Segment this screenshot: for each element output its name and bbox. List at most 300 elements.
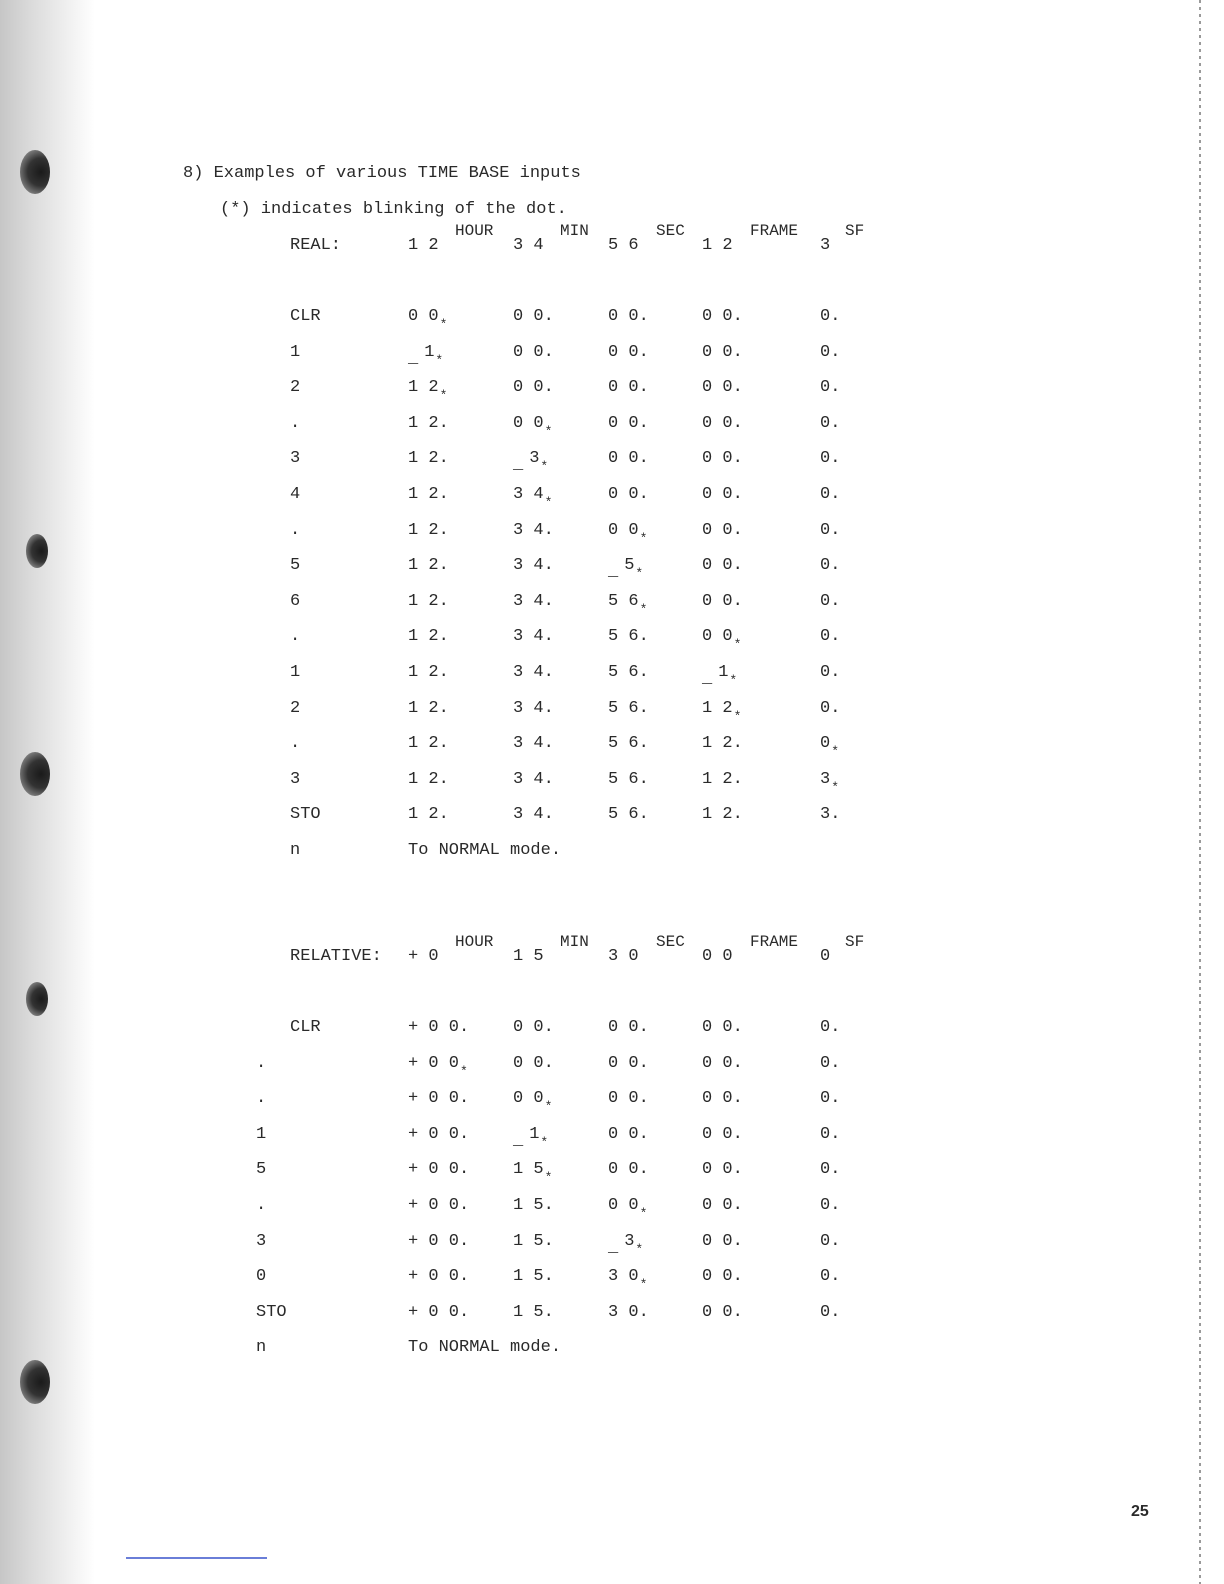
digit-value: 0. <box>820 591 841 611</box>
display-cell <box>820 1303 840 1323</box>
digit-value: 3 4. <box>513 769 554 789</box>
display-cell <box>820 592 840 612</box>
digit-value: + 0 0. <box>408 1018 470 1037</box>
blinking-dot-marker: * <box>540 1134 549 1150</box>
digit-value: 3 <box>529 449 540 469</box>
header-digits: 3 <box>820 236 831 255</box>
display-cell <box>702 627 742 653</box>
section-heading: 8) Examples of various TIME BASE inputs <box>183 164 581 183</box>
key-input: 5 <box>290 556 301 576</box>
digit-value: 0 0. <box>702 1089 743 1109</box>
key-input: STO <box>290 805 321 825</box>
digit-value: 0. <box>820 1160 841 1180</box>
display-cell <box>820 1267 840 1287</box>
digit-value: 0. <box>820 342 841 362</box>
digit-value: 0. <box>820 485 841 504</box>
digit-value: 1 5 <box>513 1160 544 1180</box>
display-cell <box>820 1018 840 1038</box>
header-unit: FRAME <box>750 222 799 240</box>
display-cell <box>513 1124 549 1150</box>
display-cell <box>702 663 738 688</box>
display-cell <box>702 449 743 469</box>
key-input: . <box>290 520 301 540</box>
digit-value: 0. <box>820 1267 841 1287</box>
display-cell <box>408 485 449 505</box>
digit-value: 0 0. <box>702 342 743 362</box>
header-unit: MIN <box>560 222 589 240</box>
blinking-dot-marker: * <box>460 1063 468 1079</box>
display-cell <box>702 1089 743 1109</box>
key-input: . <box>256 1089 267 1109</box>
display-cell <box>702 805 743 825</box>
display-cell <box>408 414 449 434</box>
digit-value: 1 5. <box>513 1231 554 1251</box>
bottom-rule <box>126 1557 267 1559</box>
key-input: 5 <box>256 1160 267 1180</box>
display-cell <box>608 1303 649 1323</box>
display-cell <box>702 734 743 754</box>
punch-hole <box>20 752 50 796</box>
header-unit: HOUR <box>455 933 494 951</box>
display-cell <box>408 1267 469 1287</box>
display-cell <box>608 1231 644 1257</box>
key-input: 4 <box>290 485 301 504</box>
key-input: n <box>256 1338 267 1358</box>
display-cell <box>608 770 649 790</box>
digit-value: 5 6. <box>608 805 649 825</box>
blinking-dot-marker: * <box>544 423 553 439</box>
display-cell <box>702 556 743 576</box>
blinking-dot-marker: * <box>729 673 738 688</box>
key-input: 2 <box>290 698 301 718</box>
digit-value: 0 0. <box>608 307 649 326</box>
digit-value: 0 0 <box>408 307 439 326</box>
display-cell <box>513 1196 554 1216</box>
display-cell <box>408 805 449 825</box>
display-cell <box>513 1018 554 1038</box>
header-digits: 3 0 <box>608 947 639 966</box>
display-cell <box>702 521 743 541</box>
digit-value: + 0 0. <box>408 1267 470 1287</box>
display-cell <box>513 1267 554 1287</box>
display-cell <box>608 520 648 546</box>
punch-hole <box>26 534 48 568</box>
digit-value: 5 6 <box>608 591 639 611</box>
display-cell <box>608 1018 649 1038</box>
display-cell <box>608 1160 649 1180</box>
display-cell <box>702 1267 743 1287</box>
digit-value: 3 4. <box>513 627 554 647</box>
digit-value: 0. <box>820 1053 841 1073</box>
display-cell <box>513 734 554 754</box>
display-cell <box>702 1160 743 1180</box>
digit-value: 3 4. <box>513 520 554 540</box>
display-cell <box>408 378 448 404</box>
digit-value: 0. <box>820 1302 841 1322</box>
digit-value: 1 2. <box>408 698 449 718</box>
digit-value: 1 <box>529 1124 540 1144</box>
digit-value: 0. <box>820 378 841 398</box>
digit-value: 1 2. <box>408 520 449 540</box>
display-cell <box>820 521 840 541</box>
digit-value: 0 0 <box>702 627 733 647</box>
digit-value: 0 0. <box>702 413 743 433</box>
digit-value: 5 6. <box>608 734 649 754</box>
display-cell <box>408 342 444 368</box>
digit-value: 5 6. <box>608 769 649 789</box>
key-input: . <box>290 627 301 647</box>
digit-value: 1 2 <box>408 378 439 398</box>
digit-value: 0 0. <box>608 342 649 362</box>
digit-value: 0 0. <box>702 1160 743 1180</box>
blinking-dot-marker: * <box>639 530 648 546</box>
display-cell <box>702 378 743 398</box>
display-cell <box>820 699 840 719</box>
digit-value: 3 <box>820 769 831 789</box>
display-cell <box>513 1054 554 1074</box>
display-cell <box>820 343 840 363</box>
display-cell <box>408 663 449 683</box>
display-cell <box>408 1232 469 1252</box>
digit-value: 0 0 <box>513 413 544 433</box>
digit-value: 5 <box>624 556 635 576</box>
display-cell <box>608 378 649 398</box>
blinking-dot-marker: * <box>635 566 644 582</box>
blinking-dot-marker: * <box>635 1241 644 1257</box>
display-cell <box>513 592 554 612</box>
digit-value: 0 0. <box>702 591 743 611</box>
digit-value: 0 0 <box>513 1089 544 1109</box>
mode-note: To NORMAL mode. <box>408 841 562 860</box>
display-cell <box>513 378 554 398</box>
display-cell <box>820 663 840 683</box>
display-cell <box>408 1196 469 1216</box>
display-cell <box>408 556 449 576</box>
digit-value: 0 0 <box>608 520 639 540</box>
digit-value: 0 0. <box>608 413 649 433</box>
display-cell <box>608 627 649 647</box>
digit-value: 1 2. <box>408 734 449 754</box>
digit-value: 0 0. <box>608 1124 649 1144</box>
blinking-dot-marker: * <box>639 601 648 617</box>
digit-value: 0 0. <box>702 1267 743 1287</box>
digit-value: 3 4. <box>513 591 554 611</box>
blank-digit: _ <box>702 669 713 688</box>
digit-value: 3 4. <box>513 663 554 682</box>
key-input: . <box>256 1196 267 1215</box>
display-cell <box>513 521 554 541</box>
display-cell <box>513 1232 554 1252</box>
key-input: n <box>290 841 301 860</box>
display-cell <box>820 1232 840 1252</box>
digit-value: 0 0. <box>702 485 743 504</box>
header-digits: 0 0 <box>702 947 733 966</box>
digit-value: 0 0. <box>608 1018 649 1037</box>
blinking-dot-marker: * <box>439 317 448 332</box>
display-cell <box>513 1089 553 1115</box>
display-cell <box>513 1160 553 1186</box>
blinking-dot-marker: * <box>439 388 448 404</box>
page-number: 25 <box>1131 1503 1149 1520</box>
blinking-dot-marker: * <box>544 1099 553 1115</box>
digit-value: 1 <box>424 342 435 362</box>
blink-legend-note: (*) indicates blinking of the dot. <box>220 200 567 219</box>
display-cell <box>408 1053 468 1079</box>
digit-value: 0 0. <box>702 449 743 469</box>
blinking-dot-marker: * <box>733 708 742 724</box>
display-cell <box>513 556 554 576</box>
digit-value: 3 <box>624 1231 635 1251</box>
display-cell <box>513 699 554 719</box>
digit-value: 1 2. <box>408 805 449 825</box>
key-input: 0 <box>256 1267 267 1287</box>
header-digits: 5 6 <box>608 236 639 255</box>
display-cell <box>702 1054 743 1074</box>
display-cell <box>513 307 554 327</box>
blinking-dot-marker: * <box>831 779 840 795</box>
display-cell <box>608 485 649 505</box>
digit-value: 3. <box>820 805 841 825</box>
header-unit: SEC <box>656 933 685 951</box>
display-cell <box>608 1196 648 1221</box>
digit-value: 0. <box>820 449 841 469</box>
display-cell <box>408 627 449 647</box>
digit-value: 3 0. <box>608 1302 649 1322</box>
header-unit: HOUR <box>455 222 494 240</box>
digit-value: 5 6. <box>608 698 649 718</box>
digit-value: 5 6. <box>608 663 649 682</box>
digit-value: 0. <box>820 1196 841 1215</box>
key-input: 3 <box>290 769 301 789</box>
display-cell <box>702 698 742 724</box>
display-cell <box>408 1125 469 1145</box>
display-cell <box>702 592 743 612</box>
blinking-dot-marker: * <box>831 744 840 760</box>
header-unit: FRAME <box>750 933 799 951</box>
display-cell <box>513 343 554 363</box>
display-cell <box>702 1232 743 1252</box>
digit-value: + 0 0. <box>408 1124 470 1144</box>
display-cell <box>408 734 449 754</box>
digit-value: 1 2. <box>408 627 449 647</box>
display-cell <box>702 307 743 327</box>
display-cell <box>820 307 840 327</box>
display-cell <box>408 307 448 332</box>
display-cell <box>608 556 644 582</box>
digit-value: 1 2. <box>408 769 449 789</box>
display-cell <box>608 1054 649 1074</box>
header-digits: 1 2 <box>408 236 439 255</box>
digit-value: 0. <box>820 556 841 576</box>
digit-value: 1 2. <box>702 734 743 754</box>
display-cell <box>702 770 743 790</box>
digit-value: 0 0. <box>702 1018 743 1037</box>
key-input: 6 <box>290 591 301 611</box>
digit-value: 0. <box>820 1124 841 1144</box>
table-label: RELATIVE: <box>290 947 382 966</box>
display-cell <box>820 1089 840 1109</box>
perforated-edge <box>1199 0 1201 1584</box>
display-cell <box>820 1125 840 1145</box>
blank-digit: _ <box>608 562 619 582</box>
blinking-dot-marker: * <box>435 352 444 368</box>
display-cell <box>408 449 449 469</box>
display-cell <box>408 1303 469 1323</box>
display-cell <box>820 414 840 434</box>
display-cell <box>513 485 553 510</box>
display-cell <box>820 1196 840 1216</box>
digit-value: 0. <box>820 698 841 718</box>
key-input: . <box>256 1053 267 1073</box>
digit-value: + 0 0. <box>408 1231 470 1251</box>
binding-shadow <box>0 0 95 1584</box>
display-cell <box>608 805 649 825</box>
digit-value: 0 0. <box>702 307 743 326</box>
blinking-dot-marker: * <box>639 1206 648 1221</box>
digit-value: 0 0. <box>702 556 743 576</box>
digit-value: 0 0 <box>608 1196 639 1215</box>
digit-value: 0. <box>820 520 841 540</box>
digit-value: 0 0. <box>513 307 554 326</box>
blinking-dot-marker: * <box>544 495 553 510</box>
digit-value: 0 0. <box>608 1160 649 1180</box>
display-cell <box>702 343 743 363</box>
key-input: CLR <box>290 307 321 326</box>
punch-hole <box>26 982 48 1016</box>
digit-value: 5 6. <box>608 627 649 647</box>
display-cell <box>820 734 840 760</box>
digit-value: 0 0. <box>702 378 743 398</box>
display-cell <box>608 343 649 363</box>
display-cell <box>820 1054 840 1074</box>
display-cell <box>820 805 840 825</box>
digit-value: 1 <box>718 663 729 682</box>
key-input: 1 <box>290 342 301 362</box>
key-input: . <box>290 413 301 433</box>
digit-value: 3 0 <box>608 1267 639 1287</box>
digit-value: 0 0. <box>513 1018 554 1037</box>
key-input: 1 <box>256 1124 267 1144</box>
display-cell <box>408 592 449 612</box>
digit-value: + 0 0 <box>408 1053 460 1073</box>
digit-value: 0 <box>820 734 831 754</box>
digit-value: 0. <box>820 1018 841 1037</box>
digit-value: 0. <box>820 627 841 647</box>
digit-value: 0 0. <box>608 1089 649 1109</box>
display-cell <box>408 1018 469 1038</box>
digit-value: 0. <box>820 307 841 326</box>
digit-value: + 0 0. <box>408 1089 470 1109</box>
display-cell <box>608 734 649 754</box>
key-input: 3 <box>256 1231 267 1251</box>
display-cell <box>702 1196 743 1216</box>
digit-value: 0 0. <box>513 378 554 398</box>
digit-value: 0 0. <box>702 1124 743 1144</box>
digit-value: 0 0. <box>702 1231 743 1251</box>
display-cell <box>702 485 743 505</box>
display-cell <box>820 769 840 795</box>
blank-digit: _ <box>513 1130 524 1150</box>
digit-value: 1 2. <box>408 413 449 433</box>
digit-value: 0 0. <box>513 342 554 362</box>
digit-value: 1 5. <box>513 1196 554 1215</box>
display-cell <box>820 378 840 398</box>
header-unit: SEC <box>656 222 685 240</box>
display-cell <box>513 1303 554 1323</box>
digit-value: 0 0. <box>608 378 649 398</box>
display-cell <box>408 1160 469 1180</box>
header-unit: SF <box>845 222 865 240</box>
key-input: . <box>290 734 301 754</box>
display-cell <box>513 805 554 825</box>
blank-digit: _ <box>608 1237 619 1257</box>
digit-value: 0 0. <box>702 1196 743 1215</box>
digit-value: 1 5. <box>513 1267 554 1287</box>
digit-value: 1 2. <box>408 663 449 682</box>
display-cell <box>702 1125 743 1145</box>
display-cell <box>408 1089 469 1109</box>
display-cell <box>820 449 840 469</box>
header-unit: MIN <box>560 933 589 951</box>
digit-value: 0 0. <box>513 1053 554 1073</box>
display-cell <box>608 591 648 617</box>
display-cell <box>513 413 553 439</box>
mode-note: To NORMAL mode. <box>408 1338 562 1358</box>
key-input: CLR <box>290 1018 321 1037</box>
digit-value: 1 2. <box>408 591 449 611</box>
header-digits: 0 <box>820 947 831 966</box>
key-input: 2 <box>290 378 301 398</box>
display-cell <box>608 663 649 683</box>
header-unit: SF <box>845 933 865 951</box>
digit-value: + 0 0. <box>408 1302 470 1322</box>
blinking-dot-marker: * <box>544 1170 553 1186</box>
header-digits: 1 5 <box>513 947 544 966</box>
blank-digit: _ <box>513 455 524 475</box>
display-cell <box>820 485 840 505</box>
digit-value: 3 4. <box>513 556 554 576</box>
digit-value: 0. <box>820 663 841 682</box>
display-cell <box>608 1089 649 1109</box>
digit-value: 0 0. <box>702 1053 743 1073</box>
display-cell <box>608 414 649 434</box>
digit-value: 1 2. <box>702 769 743 789</box>
blank-digit: _ <box>408 348 419 368</box>
display-cell <box>820 1160 840 1180</box>
key-input: 1 <box>290 663 301 682</box>
display-cell <box>608 449 649 469</box>
blinking-dot-marker: * <box>639 1277 648 1293</box>
display-cell <box>702 414 743 434</box>
key-input: STO <box>256 1302 287 1322</box>
digit-value: 3 4. <box>513 805 554 825</box>
blinking-dot-marker: * <box>733 637 742 653</box>
header-digits: + 0 <box>408 947 439 966</box>
digit-value: 3 4. <box>513 698 554 718</box>
blinking-dot-marker: * <box>540 459 549 475</box>
table-label: REAL: <box>290 236 342 255</box>
digit-value: 0 0. <box>702 1302 743 1322</box>
display-cell <box>513 663 554 683</box>
digit-value: 0. <box>820 1231 841 1251</box>
display-cell <box>408 699 449 719</box>
header-digits: 1 2 <box>702 236 733 255</box>
punch-hole <box>20 150 50 194</box>
display-cell <box>513 770 554 790</box>
display-cell <box>820 627 840 647</box>
display-cell <box>702 1018 743 1038</box>
display-cell <box>513 449 549 475</box>
